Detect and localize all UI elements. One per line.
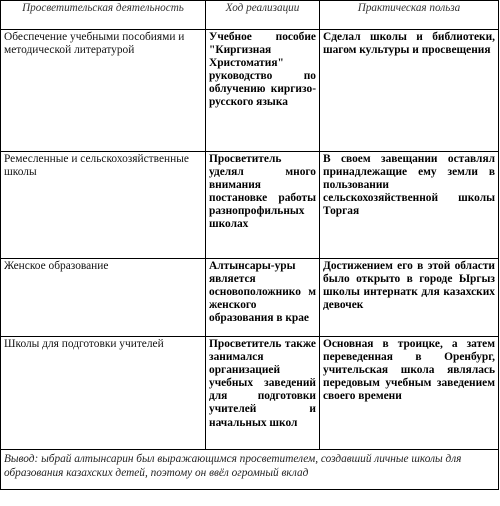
table-row (1, 152, 499, 259)
table-row (1, 259, 499, 337)
header-row (1, 1, 499, 30)
cell-implementation: Учебное пособие "Киргизная Христоматия" руководство по облучению киргизо-русского языка (206, 30, 320, 152)
header-activity: Просветительская деятельность (1, 1, 206, 30)
conclusion-text: Вывод: ыбрай алтынсарин был выражающимся просветителем, создавший личные школы для образования казахских детей, поэтому он ввёл огромный вклад (1, 450, 499, 490)
table-row (1, 30, 499, 152)
table-row (1, 337, 499, 450)
cell-benefit: В своем завещании оставлял принадлежащие ему земли в пользовании сельскохозяйственной школы Торгая (320, 152, 499, 259)
cell-activity: Школы для подготовки учителей (1, 337, 206, 450)
conclusion-row (1, 450, 499, 490)
cell-implementation: Просветитель уделял много внимания постановке работы разнопрофильных школах (206, 152, 320, 259)
header-implementation: Ход реализации (206, 1, 320, 30)
cell-activity: Ремесленные и сельскохозяйственные школы (1, 152, 206, 259)
header-benefit: Практическая польза (320, 1, 499, 30)
cell-activity: Женское образование (1, 259, 206, 337)
cell-activity: Обеспечение учебными пособиями и методической литературой (1, 30, 206, 152)
cell-benefit: Основная в троицке, а затем переведенная в Оренбург, учительская школа являлась передовым учебным заведением своего времени (320, 337, 499, 450)
cell-benefit: Сделал школы и библиотеки, шагом культуры и просвещения (320, 30, 499, 152)
cell-implementation: Просветитель также занимался организацией учебных заведений для подготовки учителей и начальных школ (206, 337, 320, 450)
cell-benefit: Достижением его в этой области было открыто в городе Ыргыз школы интернатк для казахских девочек (320, 259, 499, 337)
cell-implementation: Алтынсары-уры является основоположнико м женского образования в крае (206, 259, 320, 337)
